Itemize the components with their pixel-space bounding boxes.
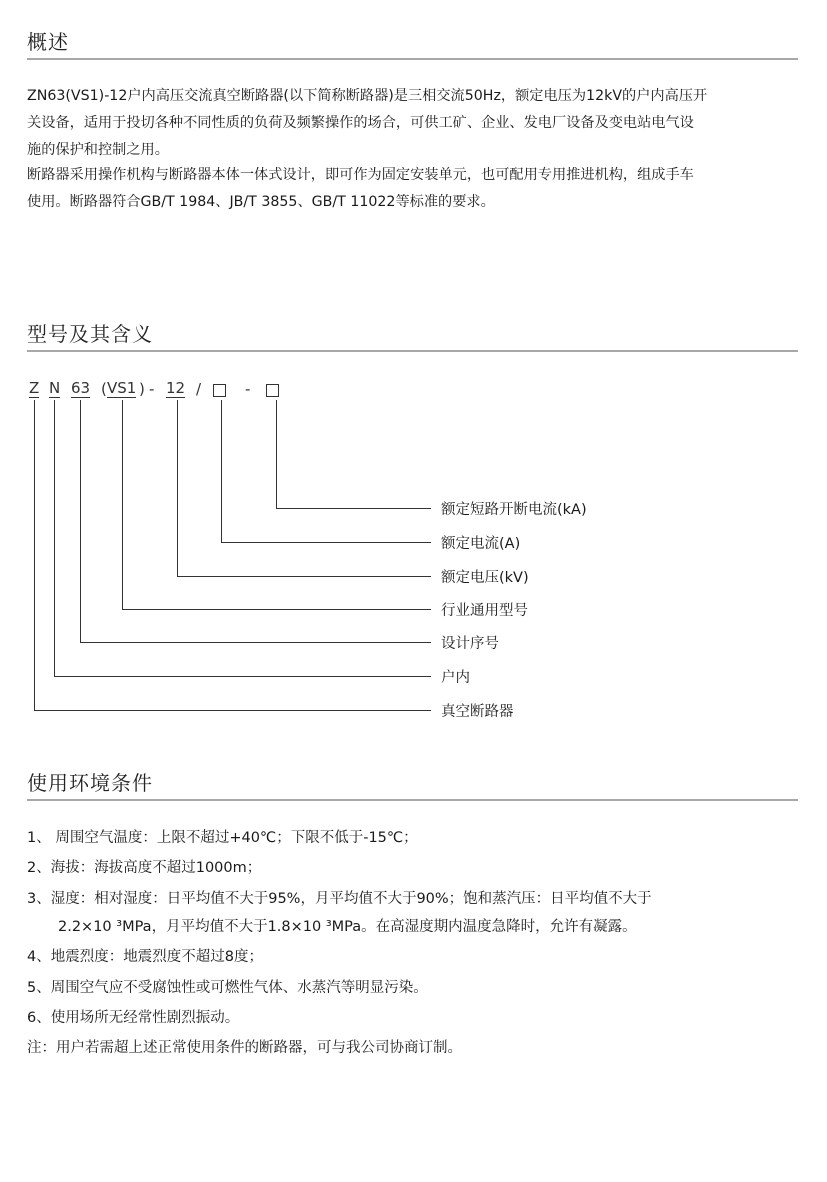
label-rated-breaking-current: 额定短路开断电流(kA)	[441, 502, 587, 518]
label-vacuum-breaker: 真空断路器	[441, 704, 514, 720]
condition-item: 6、使用场所无经常性剧烈振动。	[27, 1010, 240, 1026]
leader-line-number	[80, 400, 81, 642]
condition-item: 1、 周围空气温度：上限不超过+40℃；下限不低于-15℃；	[27, 830, 418, 846]
model-heading: 型号及其含义	[27, 322, 153, 346]
leader-run-z	[34, 710, 431, 711]
overview-paragraph-2	[27, 162, 819, 216]
model-code-z: Z	[29, 379, 40, 397]
overview-paragraph-1	[27, 83, 819, 164]
condition-item: 3、湿度：相对湿度：日平均值不大于95%，月平均值不大于90%；饱和蒸汽压：日平均值不大于	[27, 891, 652, 907]
leader-run-n	[54, 676, 431, 677]
model-code-dash: -	[245, 380, 251, 398]
label-rated-current: 额定电流(A)	[441, 536, 521, 552]
condition-note: 注：用户若需超上述正常使用条件的断路器，可与我公司协商订制。	[27, 1040, 462, 1056]
model-code-vs: VS1	[107, 379, 137, 397]
condition-item: 5、周围空气应不受腐蚀性或可燃性气体、水蒸汽等明显污染。	[27, 980, 428, 996]
overview-heading: 概述	[27, 30, 69, 54]
model-divider	[27, 350, 798, 352]
label-design-number: 设计序号	[441, 636, 499, 652]
model-code-n: N	[49, 379, 61, 397]
leader-line-z	[34, 400, 35, 710]
leader-run-breaking	[276, 508, 431, 509]
leader-run-current	[221, 542, 431, 543]
model-code-number: 63	[71, 379, 91, 397]
leader-line-vs	[122, 400, 123, 609]
leader-run-voltage	[177, 576, 431, 577]
overview-line: 使用。断路器符合GB/T 1984、JB/T 3855、GB/T 11022等标准的要求。	[27, 194, 495, 210]
condition-item-continued: 2.2×10 ³MPa，月平均值不大于1.8×10 ³MPa。在高湿度期内温度急降时，允许有凝露。	[58, 919, 637, 935]
model-code-breaking-placeholder	[266, 383, 279, 401]
model-code-dash: -	[149, 380, 155, 398]
overview-line: 关设备，适用于投切各种不同性质的负荷及频繁操作的场合，可供工矿、企业、发电厂设备及变电站电气设	[27, 115, 694, 131]
model-code-close-paren: )	[139, 380, 145, 398]
overview-divider	[27, 58, 798, 60]
leader-line-voltage	[177, 400, 178, 576]
condition-item: 4、地震烈度：地震烈度不超过8度；	[27, 949, 263, 965]
label-rated-voltage: 额定电压(kV)	[441, 570, 529, 586]
model-code-voltage: 12	[166, 379, 186, 397]
leader-run-vs	[122, 609, 431, 610]
model-code-current-placeholder	[213, 383, 226, 401]
leader-line-breaking	[276, 400, 277, 508]
model-code-slash: /	[196, 380, 202, 398]
label-indoor: 户内	[441, 670, 470, 686]
overview-line: 施的保护和控制之用。	[27, 142, 169, 158]
overview-line: 断路器采用操作机构与断路器本体一体式设计，即可作为固定安装单元，也可配用专用推进机构，组成手车	[27, 167, 694, 183]
leader-line-n	[54, 400, 55, 676]
leader-run-number	[80, 642, 431, 643]
leader-line-current	[221, 400, 222, 542]
conditions-divider	[27, 799, 798, 801]
label-industry-model: 行业通用型号	[441, 603, 528, 619]
condition-item: 2、海拔：海拔高度不超过1000m；	[27, 860, 262, 876]
model-code-open-paren: (	[101, 380, 107, 398]
overview-line: ZN63(VS1)-12户内高压交流真空断路器(以下简称断路器)是三相交流50Hz，额定电压为12kV的户内高压开	[27, 88, 708, 104]
conditions-heading: 使用环境条件	[27, 771, 153, 795]
